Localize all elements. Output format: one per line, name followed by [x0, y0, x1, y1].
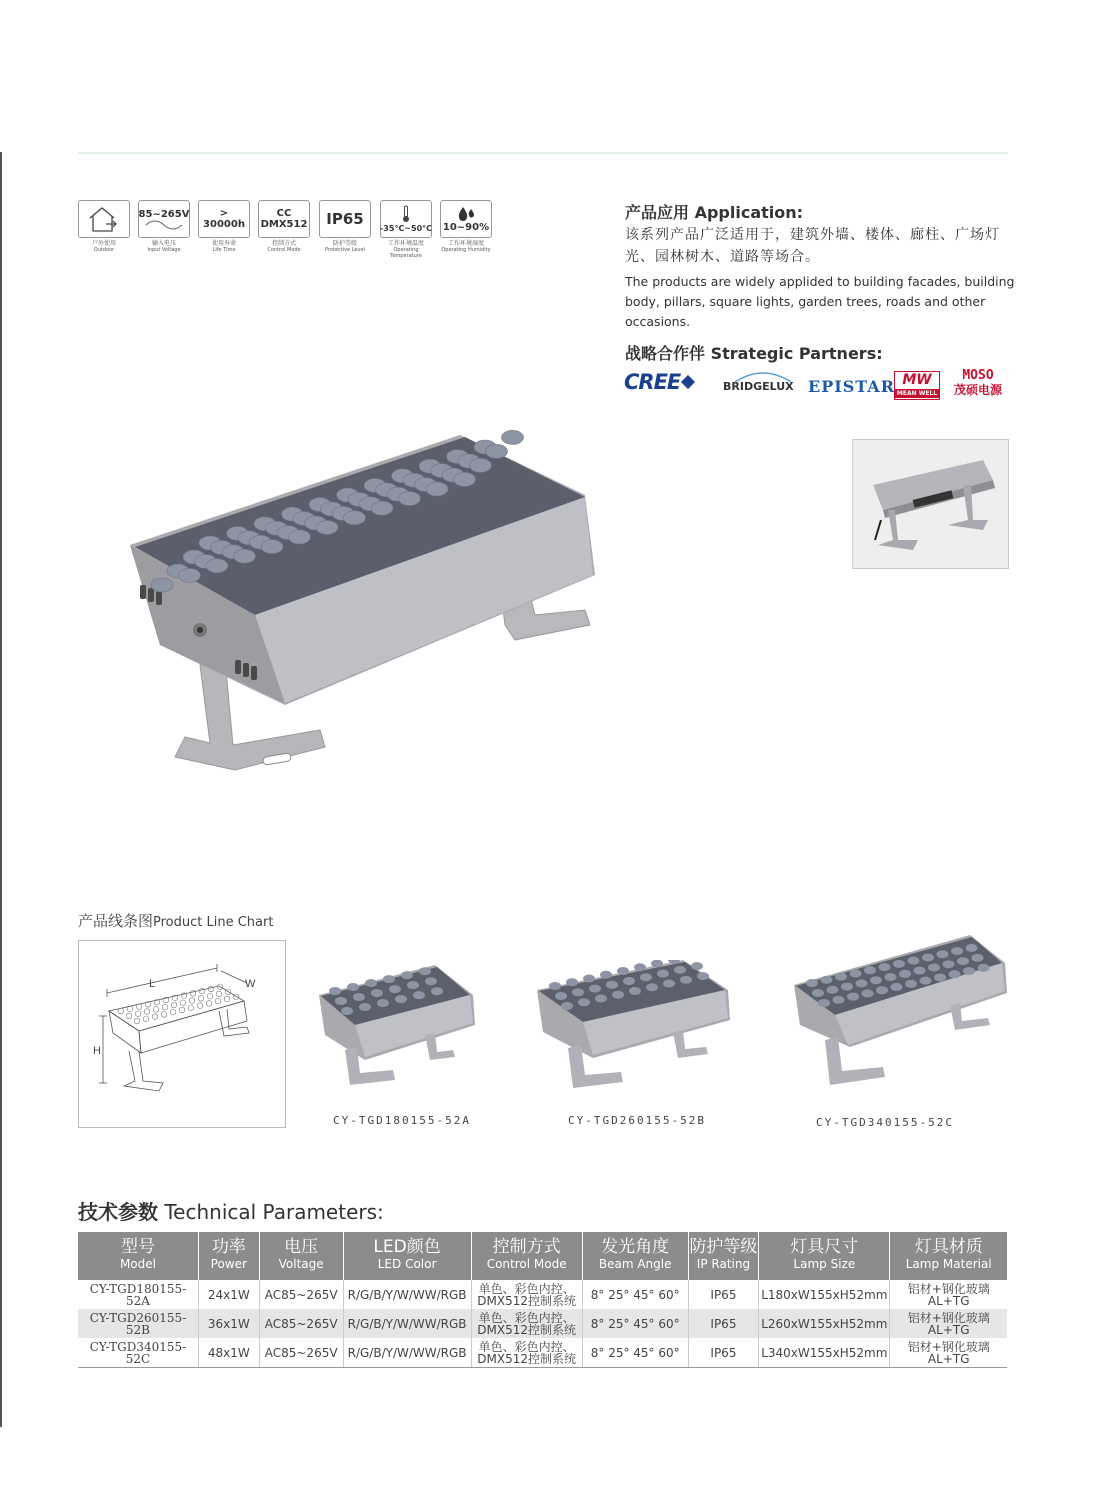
table-header-cell — [343, 1232, 471, 1280]
spec-voltage-value: 85~265V — [138, 208, 190, 220]
application-text-en: The products are widely applided to building facades, building body, pillars, square lights, garden trees, roads and other occasions. — [625, 274, 1015, 329]
model-label-c: CY-TGD340155-52C — [816, 1116, 954, 1129]
table-cell: CY-TGD340155-52C — [78, 1338, 198, 1368]
sine-wave-icon — [144, 220, 184, 230]
installation-photo — [852, 439, 1009, 569]
header-cn: 发光角度 — [601, 1237, 670, 1257]
led-lens — [365, 979, 377, 987]
led-lens — [407, 981, 419, 989]
spec-ip-value: IP65 — [326, 209, 364, 228]
led-lens — [885, 973, 897, 981]
dim-l-label: L — [149, 978, 156, 990]
table-cell: AC85~265V — [259, 1338, 343, 1368]
led-lens — [595, 995, 607, 1003]
led-lens — [206, 559, 228, 573]
led-lens — [856, 979, 868, 987]
line-drawing-box — [78, 940, 286, 1128]
led-lens — [821, 976, 833, 984]
table-cell: 铝材+钢化玻璃 AL+TG — [890, 1338, 1007, 1368]
led-lens — [566, 978, 578, 986]
table-cell: IP65 — [688, 1338, 759, 1368]
led-lens — [377, 999, 389, 1007]
table-cell: 单色、彩色内控、 DMX512控制系统 — [471, 1338, 582, 1368]
led-lens — [864, 966, 876, 974]
line-chart-title-cn: 产品线条图 — [78, 912, 154, 930]
table-cell: AC85~265V — [259, 1280, 343, 1309]
led-lens — [359, 1003, 371, 1011]
led-outline — [144, 1009, 150, 1015]
spec-control-en: Control Mode — [267, 247, 301, 253]
led-outline — [127, 1006, 133, 1012]
led-outline — [199, 988, 205, 994]
led-lens — [572, 988, 584, 996]
line-chart-title-en: Product Line Chart — [153, 915, 274, 930]
logo-cree: CREE — [624, 370, 696, 394]
led-outline — [126, 1013, 132, 1019]
led-lens — [419, 967, 431, 975]
led-lens — [657, 970, 669, 978]
led-lens — [966, 944, 978, 952]
led-lens — [835, 973, 847, 981]
table-header-cell — [78, 1232, 198, 1280]
model-b-photo — [533, 960, 733, 1095]
led-outline — [135, 1011, 141, 1017]
led-lens — [893, 960, 905, 968]
led-lens — [920, 977, 932, 985]
led-lens — [629, 987, 641, 995]
spec-outdoor — [78, 200, 130, 253]
led-outline — [179, 1007, 185, 1013]
led-lens — [425, 977, 437, 985]
table-cell: 36x1W — [198, 1309, 259, 1338]
led-lens — [383, 975, 395, 983]
led-lens — [623, 977, 635, 985]
led-lens — [341, 1007, 353, 1015]
spec-voltage-en: Input Voltage — [147, 247, 181, 253]
led-lens — [905, 980, 917, 988]
led-lens — [371, 989, 383, 997]
led-outline — [215, 998, 221, 1004]
table-cell: R/G/B/Y/W/WW/RGB — [343, 1309, 471, 1338]
spec-lifetime-en: Life Time — [212, 247, 236, 253]
table-cell: 铝材+钢化玻璃 AL+TG — [907, 1281, 990, 1308]
led-outline — [134, 1018, 140, 1024]
led-lens — [899, 970, 911, 978]
table-cell: L340xW155xH52mm — [759, 1338, 890, 1368]
table-cell: R/G/B/Y/W/WW/RGB — [343, 1280, 471, 1309]
led-lens — [583, 975, 595, 983]
header-cn: 型号 — [120, 1237, 155, 1257]
led-lens — [612, 991, 624, 999]
thermometer-icon — [401, 205, 411, 223]
spec-temperature-value: -35°C~50°C — [379, 223, 433, 233]
header-en: Lamp Material — [905, 1257, 992, 1271]
header-cn: 灯具尺寸 — [790, 1237, 859, 1257]
led-lens — [606, 981, 618, 989]
table-header-cell — [759, 1232, 890, 1280]
led-outline — [208, 986, 214, 992]
table-cell: L260xW155xH52mm — [759, 1309, 890, 1338]
led-lens — [663, 980, 675, 988]
led-outline — [206, 1001, 212, 1007]
led-lens — [549, 982, 561, 990]
table-cell: IP65 — [688, 1280, 759, 1309]
spec-ip-en: Protective Level — [325, 247, 365, 253]
table-row — [78, 1280, 1007, 1309]
table-header-cell — [688, 1232, 759, 1280]
led-outline — [171, 1002, 177, 1008]
led-lens — [806, 979, 818, 987]
led-lens — [937, 950, 949, 958]
led-lens — [922, 953, 934, 961]
model-a-photo — [315, 965, 480, 1095]
table-cell: 48x1W — [198, 1338, 259, 1368]
header-cn: 电压 — [284, 1237, 319, 1257]
header-cn: 灯具材质 — [914, 1237, 983, 1257]
led-lens — [928, 963, 940, 971]
led-outline — [197, 1003, 203, 1009]
led-lens — [151, 578, 173, 592]
led-lens — [431, 987, 443, 995]
led-lens — [908, 957, 920, 965]
spec-outdoor-en: Outdoor — [93, 247, 115, 253]
led-lens — [329, 987, 341, 995]
led-lens — [646, 983, 658, 991]
led-lens — [957, 957, 969, 965]
tech-params-table — [78, 1232, 1007, 1368]
led-outline — [136, 1004, 142, 1010]
application-text-cn: 该系列产品广泛适用于，建筑外墙、楼体、廊柱、广场灯光、园林树木、道路等场合。 — [625, 227, 1000, 265]
led-lens — [951, 947, 963, 955]
led-lens — [589, 985, 601, 993]
led-lens — [502, 430, 524, 444]
led-lens — [978, 964, 990, 972]
led-lens — [934, 973, 946, 981]
led-outline — [161, 1012, 167, 1018]
spec-control-cn: 控制方式 — [271, 240, 296, 247]
spec-humidity-value: 10~90% — [442, 221, 490, 233]
header-en: Model — [119, 1257, 156, 1271]
led-lens — [561, 1002, 573, 1010]
led-lens — [972, 954, 984, 962]
table-cell: 24x1W — [198, 1280, 259, 1309]
led-lens — [617, 967, 629, 975]
table-cell: 铝材+钢化玻璃 AL+TG — [890, 1309, 1007, 1338]
led-lens — [289, 530, 311, 544]
top-divider — [78, 152, 1008, 154]
header-cn: 控制方式 — [492, 1237, 561, 1257]
led-outline — [153, 1007, 159, 1013]
dim-h-label: H — [93, 1045, 101, 1057]
led-lens — [401, 971, 413, 979]
spec-ip-cn: 防护等级 — [332, 240, 357, 247]
led-lens — [470, 458, 492, 472]
spec-humidity — [440, 200, 492, 253]
table-cell: 单色、彩色内控、 DMX512控制系统 — [471, 1280, 582, 1309]
table-header-cell — [471, 1232, 582, 1280]
header-cn: 功率 — [211, 1237, 246, 1257]
led-outline — [162, 1004, 168, 1010]
led-outline — [189, 998, 195, 1004]
led-lens — [640, 973, 652, 981]
led-lens — [876, 986, 888, 994]
header-en: Control Mode — [486, 1257, 567, 1271]
led-lens — [827, 986, 839, 994]
led-outline — [190, 991, 196, 997]
table-row — [78, 1338, 1007, 1368]
led-lens — [634, 963, 646, 971]
led-lens — [261, 540, 283, 554]
table-cell: 单色、彩色内控、 DMX512控制系统 — [471, 1309, 582, 1338]
header-en: Power — [210, 1257, 247, 1271]
logo-bridgelux: BRIDGELUX — [723, 380, 794, 393]
led-outline — [188, 1005, 194, 1011]
led-lens — [347, 983, 359, 991]
spec-ip — [319, 200, 371, 253]
logo-meanwell: MW MEAN WELL — [894, 371, 940, 400]
led-outline — [170, 1009, 176, 1015]
spec-voltage — [138, 200, 190, 253]
spec-outdoor-cn: 户外使用 — [91, 240, 116, 247]
table-header-cell — [890, 1232, 1007, 1280]
led-outline — [224, 996, 230, 1002]
spec-humidity-en: Operating Humidity — [441, 247, 491, 253]
table-header-row — [78, 1232, 1007, 1280]
table-cell: 8° 25° 45° 60° — [582, 1309, 688, 1338]
led-lens — [680, 976, 692, 984]
led-outline — [152, 1014, 158, 1020]
dim-w-label: W — [245, 978, 256, 990]
led-lens — [691, 962, 703, 970]
table-cell: AC85~265V — [259, 1309, 343, 1338]
table-cell: IP65 — [688, 1309, 759, 1338]
led-lens — [674, 966, 686, 974]
logo-epistar: EPISTAR — [808, 377, 896, 396]
led-lens — [335, 997, 347, 1005]
spec-lifetime-cn: 使用寿命 — [211, 240, 236, 247]
main-product-photo — [115, 425, 595, 795]
led-lens — [963, 967, 975, 975]
table-cell: 8° 25° 45° 60° — [582, 1338, 688, 1368]
outdoor-house-icon — [78, 200, 130, 238]
table-cell: CY-TGD180155-52A — [78, 1280, 198, 1309]
spec-temperature-cn: 工作环境温度 — [387, 240, 424, 247]
header-cn: 防护等级 — [689, 1237, 758, 1257]
table-cell: 8° 25° 45° 60° — [582, 1280, 688, 1309]
spec-voltage-cn: 输入电压 — [151, 240, 176, 247]
led-lens — [697, 972, 709, 980]
led-lens — [870, 976, 882, 984]
spec-humidity-cn: 工作环境湿度 — [447, 240, 484, 247]
led-lens — [600, 971, 612, 979]
tech-title — [78, 1196, 384, 1225]
led-lens — [395, 995, 407, 1003]
led-lens — [344, 511, 366, 525]
led-lens — [426, 482, 448, 496]
led-lens — [943, 960, 955, 968]
model-label-b: CY-TGD260155-52B — [568, 1114, 706, 1127]
spec-lifetime-value: > 30000h — [203, 208, 245, 230]
header-cn: LED颜色 — [373, 1237, 441, 1257]
water-drop-icon — [456, 206, 476, 222]
led-outline — [143, 1016, 149, 1022]
led-lens — [879, 963, 891, 971]
table-row — [78, 1309, 1007, 1338]
partners-title: 战略合作伴 Strategic Partners: — [625, 344, 883, 363]
led-lens — [862, 989, 874, 997]
model-label-a: CY-TGD180155-52A — [333, 1114, 471, 1127]
table-header-cell — [582, 1232, 688, 1280]
spec-lifetime — [198, 200, 250, 253]
header-en: IP Rating — [696, 1257, 751, 1271]
led-lens — [234, 549, 256, 563]
led-outline — [233, 994, 239, 1000]
table-cell: R/G/B/Y/W/WW/RGB — [343, 1338, 471, 1368]
led-lens — [812, 989, 824, 997]
led-lens — [413, 991, 425, 999]
led-lens — [818, 999, 830, 1007]
header-en: Lamp Size — [793, 1257, 856, 1271]
led-lens — [454, 472, 476, 486]
spec-control — [258, 200, 310, 253]
led-lens — [389, 985, 401, 993]
led-lens — [353, 993, 365, 1001]
led-lens — [949, 970, 961, 978]
led-lens — [555, 992, 567, 1000]
led-lens — [399, 492, 421, 506]
led-lens — [891, 983, 903, 991]
spec-temperature — [380, 200, 432, 259]
table-cell: CY-TGD260155-52B — [78, 1309, 198, 1338]
header-en: Voltage — [278, 1257, 324, 1271]
led-outline — [118, 1008, 124, 1014]
led-outline — [216, 991, 222, 997]
spec-temperature-en: Operating Temperature — [390, 247, 422, 259]
table-header-cell — [259, 1232, 343, 1280]
table-header-cell — [198, 1232, 259, 1280]
led-lens — [486, 444, 508, 458]
tech-title-cn: 技术参数 — [78, 1200, 158, 1224]
left-margin-line — [0, 152, 2, 1427]
led-lens — [371, 501, 393, 515]
tech-title-en: Technical Parameters: — [164, 1200, 384, 1224]
led-lens — [850, 969, 862, 977]
led-lens — [841, 983, 853, 991]
line-chart-title — [78, 910, 273, 931]
led-lens — [316, 520, 338, 534]
header-en: Beam Angle — [598, 1257, 672, 1271]
application-title: 产品应用 Application: — [625, 203, 804, 222]
led-outline — [180, 1000, 186, 1006]
header-en: LED Color — [377, 1257, 437, 1271]
led-outline — [198, 996, 204, 1002]
led-lens — [914, 967, 926, 975]
led-lens — [833, 996, 845, 1004]
led-outline — [207, 993, 213, 999]
model-c-photo — [790, 935, 1008, 1095]
led-lens — [847, 993, 859, 1001]
led-lens — [179, 568, 201, 582]
logo-moso: MOSO 茂硕电源 — [954, 368, 1003, 397]
led-lens — [578, 998, 590, 1006]
spec-control-value: CC DMX512 — [260, 208, 308, 230]
table-cell: L180xW155xH52mm — [759, 1280, 890, 1309]
